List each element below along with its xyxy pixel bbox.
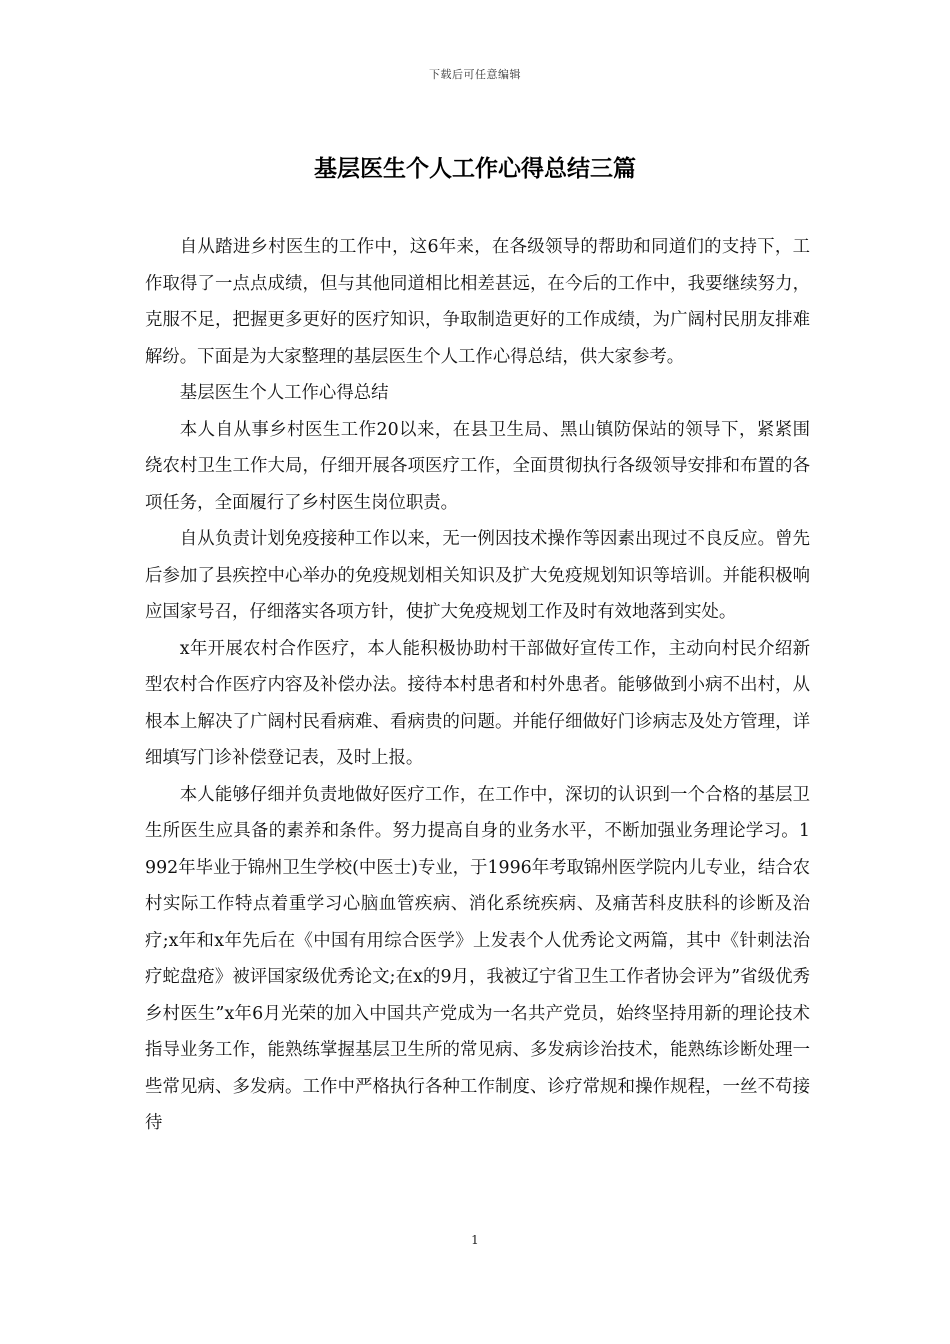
paragraph-professional-growth: 本人能够仔细并负责地做好医疗工作，在工作中，深切的认识到一个合格的基层卫生所医生应具备的素养和条件。努力提高自身的业务水平，不断加强业务理论学习。1992年毕业于锦州卫生学校(中医士)专业，于1996年考取锦州医学院内儿专业，结合农村实际工作特点着重学习心脑血管疾病、消化系统疾病、及痛苦科皮肤科的诊断及治疗;x年和x年先后在《中国有用综合医学》上发表个人优秀论文两篇，其中《针刺法治疗蛇盘疮》被评国家级优秀论文;在x的9月，我被辽宁省卫生工作者协会评为”省级优秀乡村医生”x年6月光荣的加入中国共产党成为一名共产党员，始终坚持用新的理论技术指导业务工作，能熟练掌握基层卫生所的常见病、多发病诊治技术，能熟练诊断处理一些常见病、多发病。工作中严格执行各种工作制度、诊疗常规和操作规程，一丝不苟接待: [145, 784, 810, 1133]
header-note: 下载后可任意编辑: [429, 68, 521, 81]
document-body: [145, 229, 810, 1142]
page-number: 1: [471, 1233, 479, 1247]
document-title: 基层医生个人工作心得总结三篇: [314, 155, 636, 182]
paragraph-duties: 本人自从事乡村医生工作20以来，在县卫生局、黑山镇防保站的领导下，紧紧围绕农村卫生工作大局，仔细开展各项医疗工作，全面贯彻执行各级领导安排和布置的各项任务，全面履行了乡村医生岗位职责。: [145, 419, 810, 513]
paragraph-intro: 自从踏进乡村医生的工作中，这6年来，在各级领导的帮助和同道们的支持下，工作取得了一点点成绩，但与其他同道相比相差甚远，在今后的工作中，我要继续努力，克服不足，把握更多更好的医疗知识，争取制造更好的工作成绩，为广阔村民朋友排难解纷。下面是为大家整理的基层医生个人工作心得总结，供大家参考。: [145, 237, 810, 367]
section-heading: 基层医生个人工作心得总结: [179, 383, 389, 403]
paragraph-cooperative-medical: x年开展农村合作医疗，本人能积极协助村干部做好宣传工作，主动向村民介绍新型农村合作医疗内容及补偿办法。接待本村患者和村外患者。能够做到小病不出村，从根本上解决了广阔村民看病难、看病贵的问题。并能仔细做好门诊病志及处方管理，详细填写门诊补偿登记表，及时上报。: [145, 638, 810, 768]
paragraph-immunization: 自从负责计划免疫接种工作以来，无一例因技术操作等因素出现过不良反应。曾先后参加了县疾控中心举办的免疫规划相关知识及扩大免疫规划知识等培训。并能积极响应国家号召，仔细落实各项方针，使扩大免疫规划工作及时有效地落到实处。: [145, 529, 810, 622]
